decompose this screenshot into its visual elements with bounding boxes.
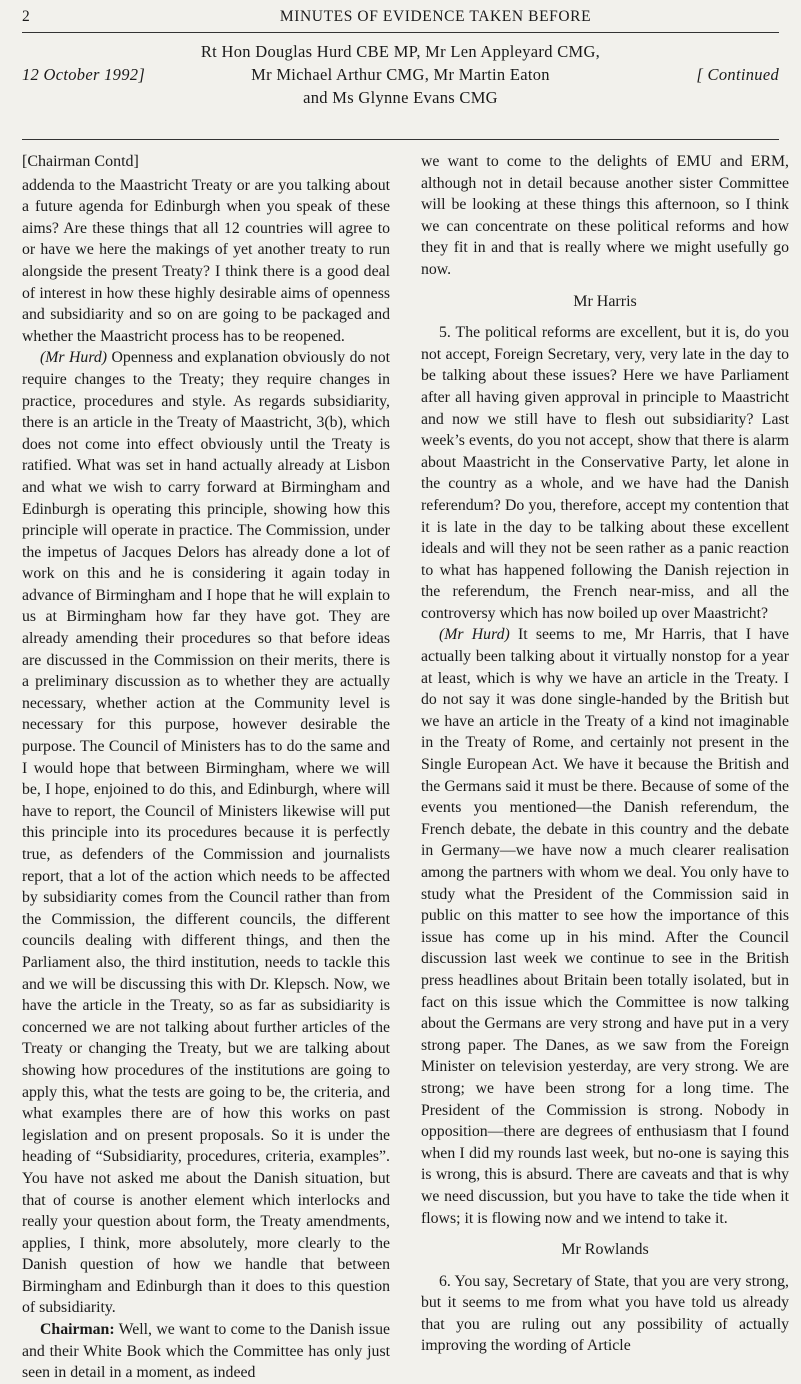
speaker-chairman: Chairman: bbox=[40, 1321, 115, 1339]
right-column bbox=[421, 151, 789, 1357]
right-paragraph-3 bbox=[421, 624, 789, 1229]
page-number: 2 bbox=[22, 8, 31, 25]
right-paragraph-4: 6. You say, Secretary of State, that you are very strong, but it seems to me from what you have told us already that you are ruling out any possibility of actually improving the wording of Article bbox=[421, 1272, 789, 1355]
right-paragraph-1: we want to come to the delights of EMU and ERM, although not in detail because another sister Committee will be looking at these things this afternoon, so I think we can concentrate on these political reforms and how they fit in and that is really where we might usefully go now. bbox=[421, 153, 789, 278]
witness-line-3: and Ms Glynne Evans CMG bbox=[303, 88, 498, 107]
header-rule bbox=[22, 32, 779, 33]
left-paragraph-3 bbox=[22, 1319, 390, 1384]
speaker-hurd-2: (Mr Hurd) bbox=[439, 626, 510, 644]
right-paragraph-2: 5. The political reforms are excellent, but it is, do you not accept, Foreign Secretary, very, very late in the day to be talking about these issues? Here we have Parliament after all having given approval in principle to Maastricht and now we still have to flesh out subsidiarity? Last week’s events, do you not accept, show that there is alarm about Maastricht in the Conservative Party, let alone in the country as a whole, and we have had the Danish referendum? Do you, therefore, accept my contention that it is late in the day to be talking about these excellent ideals and will they not be seen rather as a panic reaction to what has happened following the Danish rejection in the referendum, the French near-miss, and all the controversy which has now boiled up over Maastricht? bbox=[421, 324, 789, 622]
session-date: 12 October 1992] bbox=[22, 65, 146, 84]
continued-label: [ Continued bbox=[696, 65, 779, 84]
left-paragraph-1: addenda to the Maastricht Treaty or are you talking about a future agenda for Edinburgh when you speak of these aims? Are these things that all 12 countries will agree to or have we here the makings of yet another treaty to run alongside the present Treaty? I think there is a good deal of interest in how these highly desirable aims of openness and subsidiarity and so on are going to be packaged and whether the Maastricht process has to be reopened. bbox=[22, 176, 390, 345]
left-paragraph-3-text: Well, we want to come to the Danish issue and their White Book which the Committee has only just seen in detail in a moment, as indeed bbox=[22, 1321, 390, 1382]
witness-rule bbox=[22, 139, 779, 140]
page-header bbox=[22, 8, 779, 32]
left-column bbox=[22, 151, 390, 1384]
running-title: MINUTES OF EVIDENCE TAKEN BEFORE bbox=[279, 8, 592, 25]
witness-block bbox=[22, 40, 779, 132]
speaker-heading-harris: Mr Harris bbox=[573, 292, 637, 310]
right-paragraph-3-text: It seems to me, Mr Harris, that I have actually been talking about it virtually nonstop for a year at least, which is why we have an article in the Treaty. I do not say it was done single-handed by the British but we have an article in the Treaty of a kind not imaginable in the Treaty of Rome, and certainly not present in the Single European Act. We have it because the British and the Germans said it must be there. Because of some of the events you mentioned—the Danish referendum, the French debate, the debate in this country and the debate in Germany—we have now a much clearer realisation among the partners with whom we deal. You only have to study what the President of the Commission said in public on this matter to see how the importance of this issue has come up in his mind. After the Council discussion last week we continue to see in the British press headlines about Britain been totally isolated, but in fact on this issue which the Committee is now talking about the Germans are very strong and have put in a very strong paper. The Danes, as we saw from the Foreign Minister on television yesterday, are very strong. We are strong; we have been strong for a long time. The President of the Commission is strong. Nobody in opposition—there are degrees of enthusiasm that I found when I did my rounds last week, but no-one is saying this is wrong, this is absurd. There are caveats and that is why we need discussion, but you have to take the tide when it flows; it is flowing now and we intend to take it. bbox=[421, 626, 789, 1227]
witness-line-1: Rt Hon Douglas Hurd CBE MP, Mr Len Appleyard CMG, bbox=[200, 42, 601, 61]
chairman-contd-label: [Chairman Contd] bbox=[22, 153, 139, 170]
left-paragraph-2-text: Openness and explanation obviously do not require changes to the Treaty; they require changes in practice, procedures and style. As regards subsidiarity, there is an article in the Treaty of Maastricht, 3(b), which does not come into effect obviously until the Treaty is ratified. What was set in hand actually already at Lisbon and what we wish to carry forward at Birmingham and Edinburgh is operating this principle, showing how this principle will operate in practice. The Commission, under the impetus of Jacques Delors has already done a lot of work on this and he is considering it again today in advance of Birmingham and I hope that he will explain to us at Birmingham how far they have got. They are already amending their procedures so that before ideas are discussed in the Commission on their merits, there is a preliminary discussion as to whether they are actually necessary, whether action at the Community level is necessary for this purpose, however desirable the purpose. The Council of Ministers has to do the same and I would hope that between Birmingham, where we will be, I hope, enjoined to do this, and Edinburgh, where will have to report, the Council of Ministers likewise will put this principle into its procedures because it is perfectly true, as defenders of the Commission and journalists report, that a lot of the action which needs to be affected by subsidiarity comes from the Council rather than from the Commission, the different councils, the different councils dealing with different things, and then the Parliament also, the third institution, needs to tackle this and we will be discussing this with Dr. Klepsch. Now, we have the article in the Treaty, so as far as subsidiarity is concerned we are not talking about further articles of the Treaty or changing the Treaty, but we are talking about showing how procedures of the institutions are going to apply this, what the tests are going to be, the criteria, and what examples there are of how this works on past legislation and on present proposals. So it is under the heading of “Subsidiarity, procedures, criteria, examples”. You have not asked me about the Danish situation, but that of course is another element which interlocks and really your question about form, the Treaty amendments, applies, I think, more absolutely, more clearly to the Danish question of how we handle that between Birmingham and Edinburgh than it does to this question of subsidiarity. bbox=[22, 349, 391, 1317]
left-paragraph-2 bbox=[22, 347, 390, 1319]
speaker-heading-rowlands: Mr Rowlands bbox=[561, 1241, 649, 1259]
witness-line-2: Mr Michael Arthur CMG, Mr Martin Eaton bbox=[251, 65, 550, 84]
speaker-hurd: (Mr Hurd) bbox=[40, 349, 108, 367]
